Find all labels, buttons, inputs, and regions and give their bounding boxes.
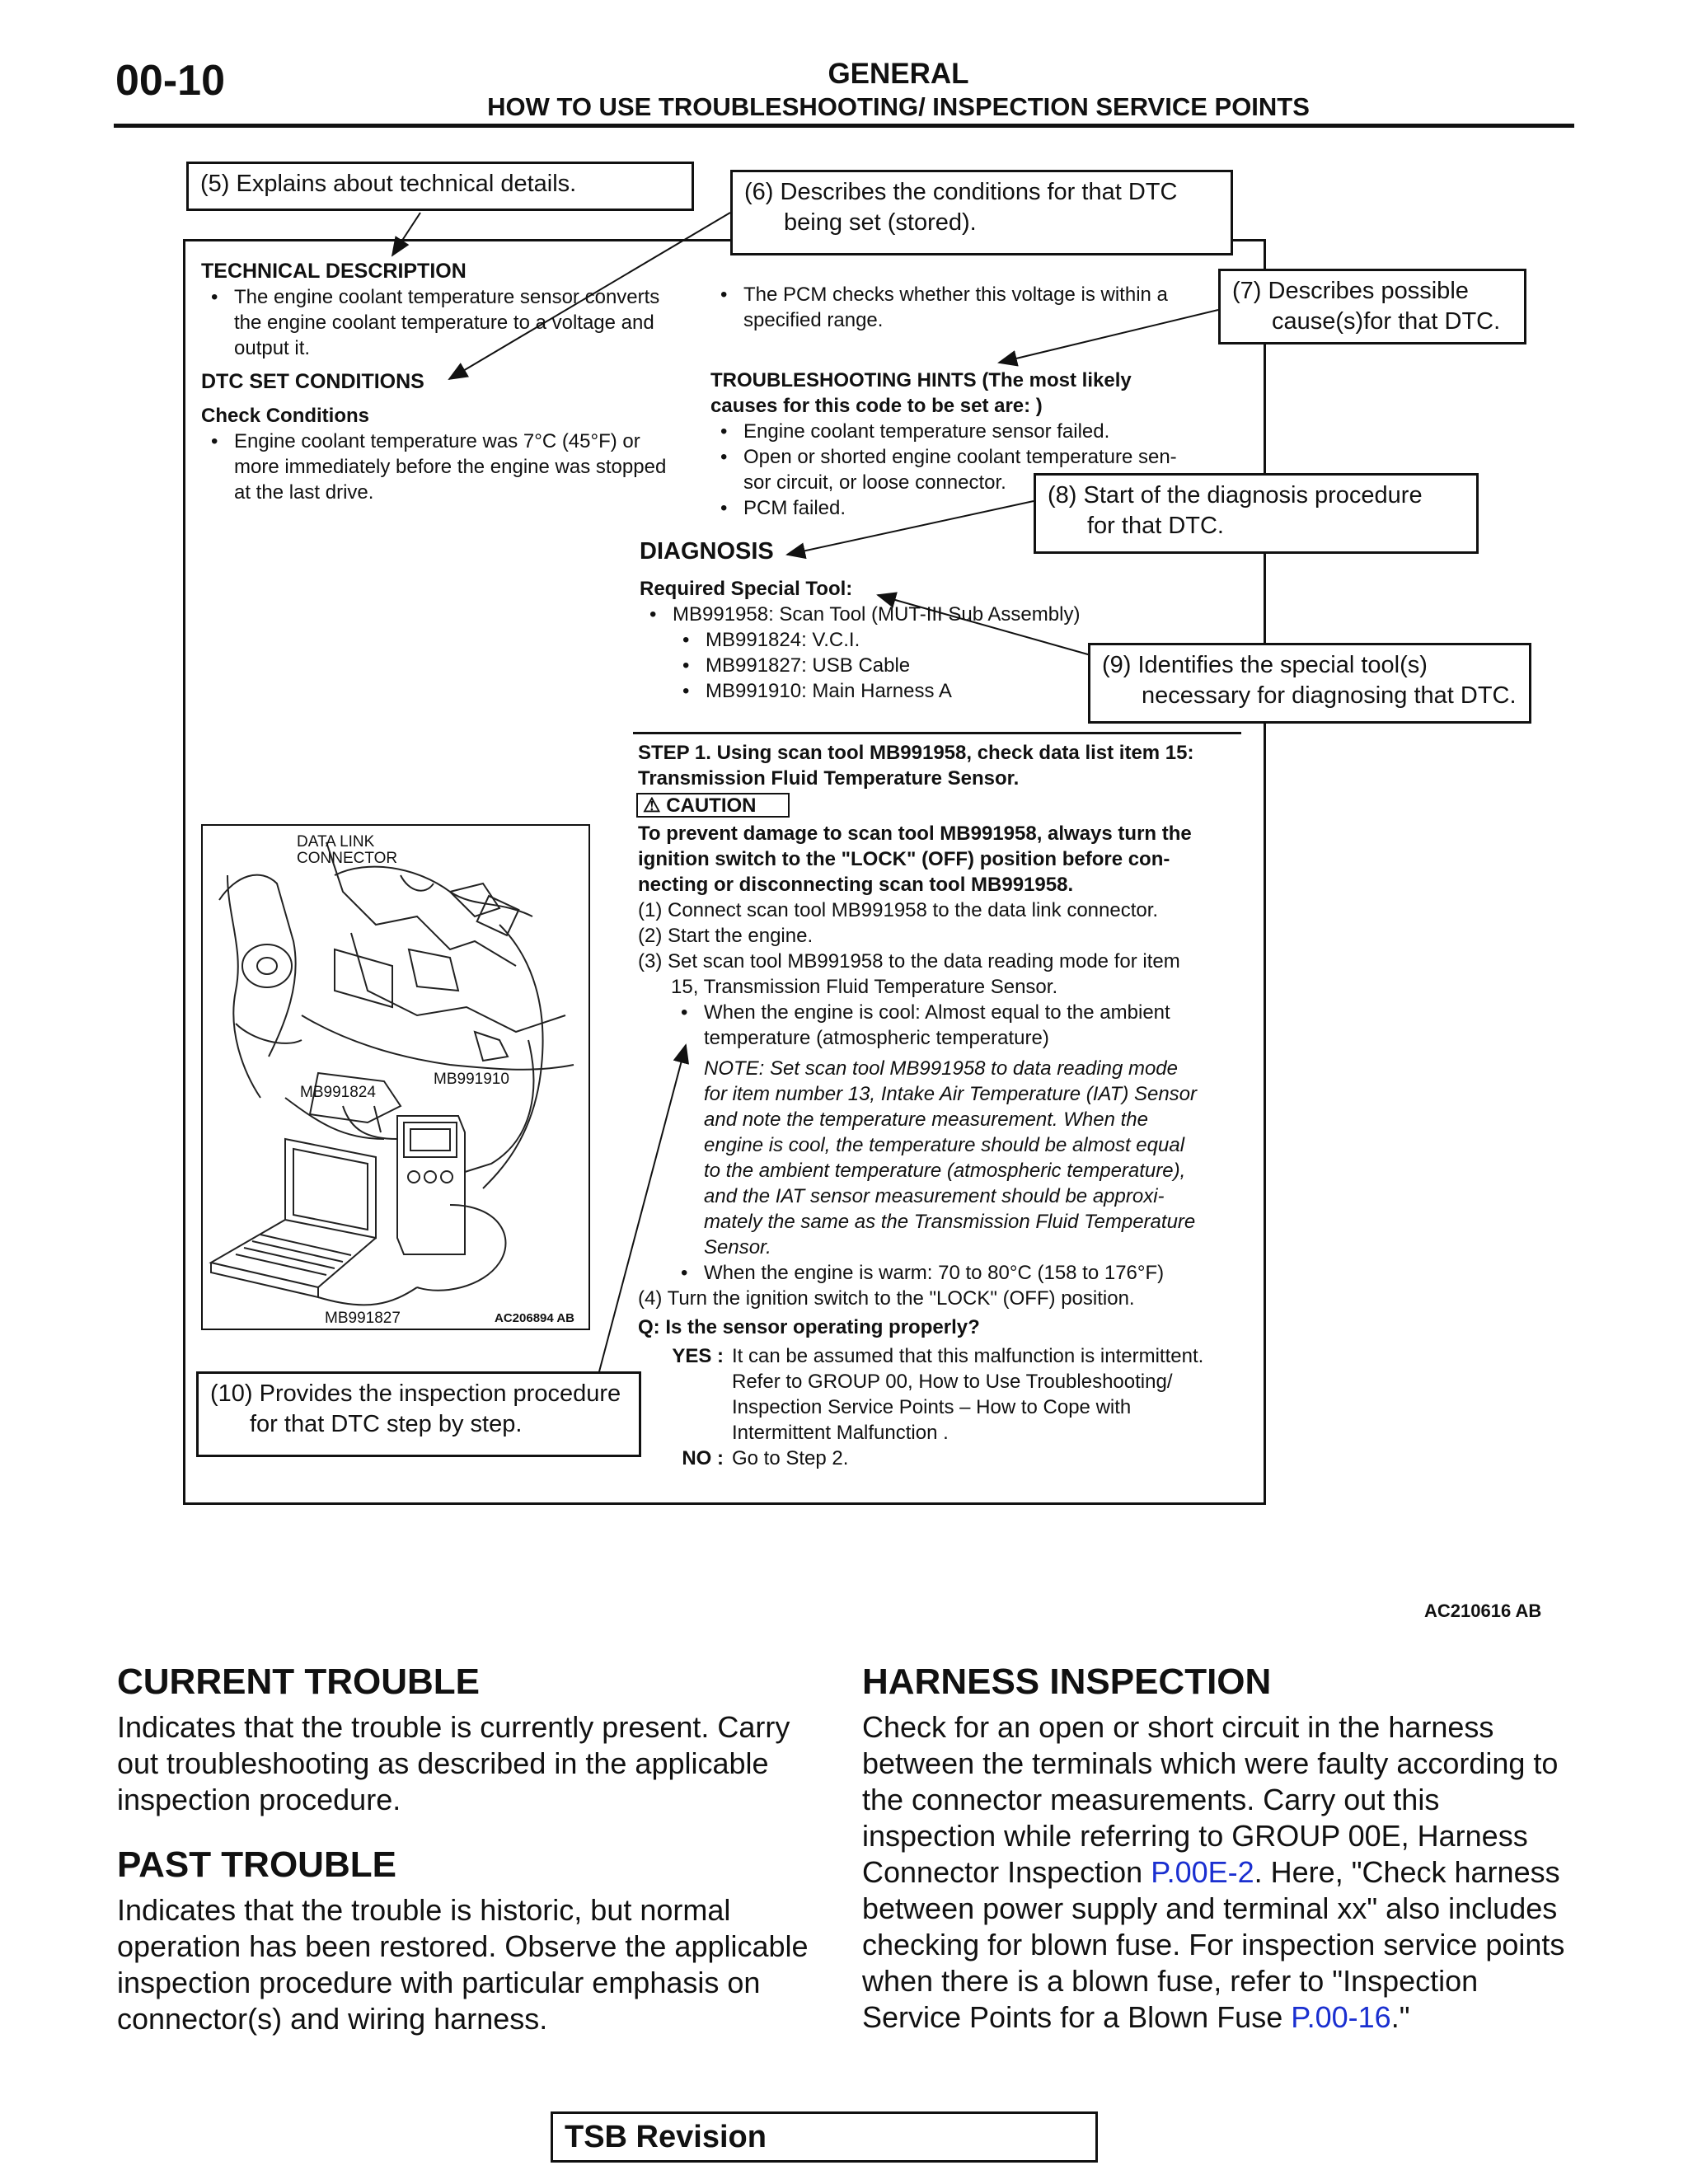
- proc-3-bullet-1: • When the engine is cool: Almost equal to the ambient temperature (atmospheric temperature): [671, 1000, 1248, 1051]
- no-text: Go to Step 2.: [732, 1447, 849, 1469]
- proc-1: (1) Connect scan tool MB991958 to the data link connector.: [638, 899, 1159, 921]
- diagnosis-section: [640, 539, 1233, 704]
- tool-1c: • MB991910: Main Harness A: [640, 678, 1233, 704]
- callout-6-line1: (6) Describes the conditions for that DTC: [744, 179, 1178, 205]
- callout-5-text: (5) Explains about technical details.: [200, 171, 577, 197]
- check-conditions-heading: Check Conditions: [201, 405, 370, 427]
- tsb-revision-box: [551, 2111, 1098, 2163]
- callout-7-line1: (7) Describes possible: [1232, 278, 1469, 304]
- callout-8-line2: for that DTC.: [1087, 513, 1224, 539]
- troubleshooting-hints: [710, 368, 1238, 521]
- callout-10: [196, 1371, 641, 1457]
- tech-desc-bullet-2: • The PCM checks whether this voltage is within a specified range.: [710, 282, 1238, 333]
- callout-9-line2: necessary for diagnosing that DTC.: [1142, 682, 1517, 709]
- caution-box: [636, 793, 790, 818]
- question: Q: Is the sensor operating properly?: [638, 1316, 980, 1338]
- caution-label: CAUTION: [666, 794, 757, 817]
- header-title: GENERAL: [828, 58, 969, 90]
- tsb-revision-label: TSB Revision: [565, 2120, 767, 2154]
- hints-heading-line1: TROUBLESHOOTING HINTS (The most likely: [710, 369, 1132, 391]
- step-1: [638, 740, 1248, 791]
- yes-answer: [638, 1343, 1248, 1446]
- caution-line1: To prevent damage to scan tool MB991958, always turn the: [638, 823, 1192, 845]
- hint-2: • Open or shorted engine coolant temperature sen- sor circuit, or loose connector.: [710, 444, 1238, 495]
- diagnosis-heading: DIAGNOSIS: [640, 538, 774, 565]
- harness-inspection-heading: HARNESS INSPECTION: [862, 1661, 1272, 1702]
- callout-6-line2: being set (stored).: [784, 209, 977, 236]
- scan-tool-illustration: [201, 824, 590, 1330]
- tool-1a: • MB991824: V.C.I.: [640, 627, 1233, 653]
- step1-line2: Transmission Fluid Temperature Sensor.: [638, 767, 1020, 790]
- figure-code: AC210616 AB: [1424, 1601, 1542, 1621]
- current-trouble-body: Indicates that the trouble is currently present. Carry out troubleshooting as described in the applicable inspection procedure.: [117, 1710, 790, 1816]
- illus-label-mb991910: MB991910: [434, 1071, 509, 1088]
- illus-label-data-link-1: DATA LINK: [297, 833, 375, 851]
- tech-desc-heading: TECHNICAL DESCRIPTION: [201, 260, 467, 283]
- hint-1: • Engine coolant temperature sensor failed.: [710, 419, 1238, 444]
- caution-line3: necting or disconnecting scan tool MB991958.: [638, 874, 1074, 896]
- proc-3-line2: 15, Transmission Fluid Temperature Sensor.: [671, 976, 1058, 998]
- special-tool-heading: Required Special Tool:: [640, 578, 853, 600]
- illus-label-data-link-2: CONNECTOR: [297, 850, 398, 867]
- callout-10-line2: for that DTC step by step.: [250, 1411, 523, 1437]
- callout-10-line1: (10) Provides the inspection procedure: [210, 1380, 621, 1407]
- past-trouble-body: Indicates that the trouble is historic, but normal operation has been restored. Observe the applicable inspection procedure with particular emphasis on connector(s) and wiring harness.: [117, 1893, 809, 2036]
- tech-desc-right: [710, 282, 1238, 333]
- note-block: NOTE: Set scan tool MB991958 to data reading mode for item number 13, Intake Air Temperature (IAT) Sensor and note the temperature measurement. When the engine is cool, the temperature should be almost equal to the ambient temperature (atmospheric temperature), and the IAT sensor measurement should be approxi- mately the same as the Transmission Fluid Temperature Sensor.: [704, 1057, 1198, 1258]
- current-trouble-heading: CURRENT TROUBLE: [117, 1661, 480, 1702]
- proc-3-line1: (3) Set scan tool MB991958 to the data reading mode for item: [638, 950, 1180, 972]
- page-number: 00-10: [115, 57, 225, 105]
- harness-inspection-body: [862, 1709, 1571, 2036]
- tool-1b: • MB991827: USB Cable: [640, 653, 1233, 678]
- hint-3: • PCM failed.: [710, 495, 1238, 521]
- header-subtitle: HOW TO USE TROUBLESHOOTING/ INSPECTION SERVICE POINTS: [487, 92, 1310, 121]
- harness-text-1: Check for an open or short circuit in the harness between the terminals which were faulty according to the connector measurements. Carry out this inspection while referring to GROUP 00E, Harness Connector Inspection: [862, 1710, 1559, 1889]
- past-trouble-heading: PAST TROUBLE: [117, 1844, 396, 1885]
- step-divider: [633, 732, 1241, 734]
- dtc-set-heading: DTC SET CONDITIONS: [201, 370, 424, 393]
- technical-description: [201, 259, 720, 505]
- no-label: NO :: [682, 1447, 724, 1469]
- callout-9-line1: (9) Identifies the special tool(s): [1102, 652, 1428, 678]
- procedure: [638, 821, 1248, 1471]
- check-condition-bullet: • Engine coolant temperature was 7°C (45°F) or more immediately before the engine was stopped at the last drive.: [201, 429, 720, 505]
- tool-1: • MB991958: Scan Tool (MUT-III Sub Assembly): [640, 602, 1233, 627]
- callout-7-line2: cause(s)for that DTC.: [1272, 308, 1501, 335]
- no-answer: [638, 1446, 1248, 1471]
- callout-6: [730, 170, 1233, 255]
- tech-desc-bullet-1: • The engine coolant temperature sensor converts the engine coolant temperature to a voltage and output it.: [201, 284, 720, 361]
- illus-label-mb991827: MB991827: [325, 1310, 401, 1327]
- harness-text-2: . Here, "Check harness between power supply and terminal xx" also includes checking for blown fuse. For inspection service points when there is a blown fuse, refer to "Inspection Service Points for a Blown Fuse: [862, 1855, 1565, 2034]
- harness-text-3: .": [1390, 2000, 1410, 2034]
- link-p00e-2[interactable]: P.00E-2: [1151, 1855, 1254, 1889]
- yes-text: It can be assumed that this malfunction is intermittent. Refer to GROUP 00, How to Use Troubleshooting/ Inspection Service Points – How to Cope with Intermittent Malfunction .: [732, 1345, 1204, 1444]
- callout-5: [186, 162, 694, 211]
- illus-label-mb991824: MB991824: [300, 1084, 376, 1101]
- callout-7: [1218, 269, 1526, 344]
- link-p00-16[interactable]: P.00-16: [1291, 2000, 1391, 2034]
- caution-line2: ignition switch to the "LOCK" (OFF) position before con-: [638, 848, 1170, 870]
- hints-heading-line2: causes for this code to be set are: ): [710, 395, 1043, 417]
- step1-line1: STEP 1. Using scan tool MB991958, check data list item 15:: [638, 742, 1194, 764]
- warning-triangle-icon: ⚠: [643, 794, 661, 817]
- proc-4: (4) Turn the ignition switch to the "LOCK" (OFF) position.: [638, 1287, 1135, 1310]
- proc-2: (2) Start the engine.: [638, 925, 814, 947]
- yes-label: YES :: [672, 1345, 724, 1367]
- callout-8-line1: (8) Start of the diagnosis procedure: [1048, 482, 1423, 509]
- engine-bay-scan-tool-drawing: [203, 826, 588, 1329]
- proc-3-bullet-2: • When the engine is warm: 70 to 80°C (158 to 176°F): [671, 1260, 1248, 1286]
- illus-code: AC206894 AB: [495, 1311, 574, 1325]
